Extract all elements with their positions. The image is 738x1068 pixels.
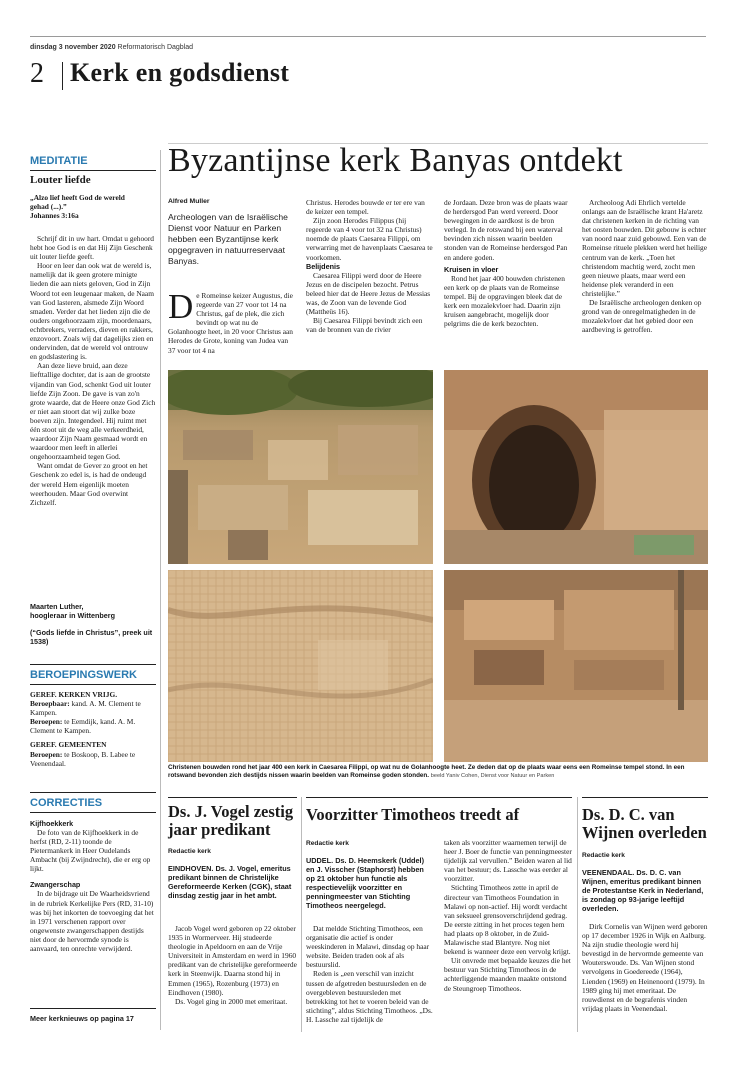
correctie-text: In de bijdrage uit De Waarheidsvriend in de rubriek Kerkelijke Pers (RD, 31-10) was bij het inkorten de toevoeging dat het in 1971 verschenen rapport over ongewenste zwangerschappen destijds niet door de hervormde synode is aanvaard, ten onrechte verwijderd. [30,889,154,954]
photo-rock-niche-image [444,370,708,564]
text: te Boskoop, B. Labee te Veenendaal. [30,749,136,768]
label: Beroepen: [30,717,63,727]
lead-location: VEENENDAAL. [582,868,635,877]
main-col-2 [306,198,433,334]
paper-name: Reformatorisch Dagblad [117,44,194,51]
paragraph: Stichting Timotheos zette in april de directeur van Timotheos Foundation in Malawi op non-actief. Hij wordt verdacht van seksueel grensoverschrijdend gedrag. De eerste zitting in het proces tegen hem had plaats op 8 oktober, in de Zuid-Malawische stad Blantyre. Nog niet bekend is wanneer deze een vervolg krijgt. [444,883,571,957]
lead-location: EINDHOVEN. [168,864,214,873]
article-3-lead [582,868,708,913]
article-2-lead [306,856,434,911]
beroepingswerk-rule [30,684,156,685]
paragraph: Rond het jaar 400 bouwden christenen een kerk op de plaats van de Romeinse tempel. Bij de opgravingen bleek dat de kerk een mozaïekvloer had. Daarin zijn kruisen aangebracht, mogelijk door pelgrims die de kerk bezochten. [444,273,565,329]
correctie-title: Zwangerschap [30,880,81,890]
label: Beroepen: [30,749,63,759]
paragraph: Uit onvrede met bepaalde keuzes die het bestuur van Stichting Timotheos in de achterliggende maanden maakte ontstond de Steungroep Timotheos. [444,956,571,993]
paragraph: Christus. Herodes bouwde er ter ere van de keizer een tempel. [306,198,425,217]
masthead-divider [62,62,63,90]
section-title: Kerk en godsdienst [70,58,290,87]
paragraph: Archeoloog Adi Ehrlich vertelde onlangs aan de Israëlische krant Ha'aretz dat christenen kerken in de richting van het oosten bouwden. Dit gebouw is echter van noord naar zuid gebouwd. Een van de Romeinse rituele plekken werd het heilige centrum van de kerk. „Toen het christendom machtig werd, zocht men geen nieuwe plaats, maar werd een heidense plek veranderd in een christelijke.” [582,198,707,298]
correcties-heading: CORRECTIES [30,797,103,809]
beroepingswerk-heading: BEROEPINGSWERK [30,669,137,681]
author-name: Maarten Luther, [30,602,84,611]
quote-line-1: „Alzo lief heeft God de wereld [30,193,125,202]
correcties-top-rule [30,792,156,793]
article-3-rule [582,797,708,798]
photo-caption [168,764,708,780]
meditatie-author [30,602,156,620]
article-1-lead [168,864,297,900]
meditatie-paragraph: Hoor en leer dan ook wat de wereld is, namelijk dat ik geen grotere minigte lieden die aan niets geloven, God in Zijn Woord tot een leugenaar maken, de Naam van God lasteren, alsmede Zijn Woord smaden. Verder dat het lieden zijn die de ouders ongehoorzaam zijn, moordenaars, echtbrekers, verraders, dieven en rakkers, enzovoort. Zoals wij dat dagelijks zien en ondervinden, dat de wereld vol ontrouw en godslastering is. [30,261,154,362]
group2-title: GEREF. GEMEENTEN [30,740,107,750]
beroepingswerk-top-rule [30,664,156,665]
paragraph: Bij Caesarea Filippi bevindt zich een van de bronnen van de rivier [306,316,423,335]
paragraph: Dirk Cornelis van Wijnen werd geboren op 17 december 1926 in Wijk en Aalburg. Na zijn studie theologie werd hij bevestigd in de hervormde gemeente van Wouterswoude. Ds. Van Wijnen stond vervolgens in Goedereede (1964), Lienden (1969) en Heinenoord (1979). In 1989 ging hij met emeritaat. De rouwdienst en de begrafenis vinden vrijdag plaats in Veenendaal. [582,922,708,1013]
article-3-body [582,922,708,1013]
photo-stone-walls [444,570,708,762]
article-1-headline: Ds. J. Vogel zestig jaar predikant [168,802,294,839]
correcties-body [30,819,156,953]
meditatie-source: (“Gods liefde in Christus”, preek uit 1538) [30,628,153,646]
paragraph: taken als voorzitter waarnemen terwijl de heer J. Boer de functie van penningmeester tijdelijk zal vervullen.” Beiden waren al lid van het bestuur; ds. Lassche was eerder al voorzitter. [444,838,572,884]
text: kand. A. M. Clement te Kampen. [30,699,141,718]
subheading: Belijdenis [306,261,340,271]
correctie-text: De foto van de Kijfhoekkerk in de herfst (RD, 2-11) toonde de Pietermankerk in Heer Oudelands Ambacht (bij Zwijndrecht), die er erg op lijkt. [30,828,151,874]
correcties-rule [30,812,156,813]
caption-text: Christenen bouwden rond het jaar 400 een kerk in Caesarea Filippi, op wat nu de Golanhoogte heet. Ze deden dat op de plaats waar eens een Romeinse tempel stond. In een rotswand bevonden zich destijds nissen waarin beelden van Romeinse goden stonden. [168,764,685,780]
article-1-byline: Redactie kerk [168,848,211,855]
meditatie-quote [30,193,156,220]
meditatie-paragraph: Want omdat de Gever zo groot en het Geschenk zo edel is, is had de ondeugd der wereld Hem eigenlijk moeten weerhouden. Maar God overwint Zichzelf. [30,461,148,507]
photo-stone-walls-image [444,570,708,762]
beroepingswerk-body [30,690,156,768]
main-col-3 [444,198,571,328]
article-2-rule [306,797,572,798]
more-news-rule [30,1008,156,1009]
quote-line-2: gehad (...).” [30,202,67,212]
dateline [30,44,193,51]
group2-line [30,750,156,768]
photo-excavation-ruins-image [168,370,433,564]
more-news-link[interactable]: Meer kerknieuws op pagina 17 [30,1014,134,1023]
lead-location: UDDEL. [306,856,334,865]
caption-credit: beeld Yaniv Cohen, Dienst voor Natuur en Parken [430,773,555,780]
group1-title: GEREF. KERKEN VRIJG. [30,690,118,699]
article-separator [301,797,302,1032]
paragraph: De Israëlische archeologen denken op grond van de onregelmatigheden in de mozaïekvloer dat het gebied door een aardbeving is getroffen. [582,298,702,335]
date: dinsdag 3 november 2020 [30,44,116,51]
meditatie-paragraph: Aan deze lieve bruid, aan deze liefttallige dochter, dat is aan de grootste vijandin van God, schenkt God uit louter liefde Zijn Zoon. De gave is van zo'n grote waarde, dat de Heere onze God Zich er niet aan stoort dat wij zulke boze boeven zijn. Integendeel. Hij ruimt met één stoot uit de weg alle verkeerdheid, waardoor Zijn Naam gesmaad wordt en waardoor men leeft in allerlei ongehoorzaamheid tegen God. [30,361,156,462]
main-intro: Archeologen van de Israëlische Dienst voor Natuur en Parken hebben een Byzantijnse kerk opgegraven in natuurreservaat Banyas. [168,212,288,266]
paragraph: Reden is „een verschil van inzicht tussen de afgetreden bestuursleden en de overgebleven bestuursleden met betrekking tot het te voeren beleid van de stichting”, aldus Stichting Timotheos. „Ds. H. Lassche zal tijdelijk de [306,969,433,1024]
drop-cap: D [168,287,194,326]
group1-line-a [30,699,156,717]
main-col-1 [168,287,295,355]
col1-text: e Romeinse keizer Augustus, die regeerde van 27 voor tot 14 na Christus, gaf de plek, die zich bevindt op wat nu de Golanhoogte heet, in 20 voor Christus aan Herodes de Grote, koning van Judea van 37 voor tot 4 na [168,291,294,355]
article-3-headline: Ds. D. C. van Wijnen overleden [582,805,707,842]
meditatie-body [30,234,156,507]
paragraph: de Jordaan. Deze bron was de plaats waar de herdersgod Pan werd vereerd. Door bewegingen in de aardkost is de bron verlegd. In de rotswand bij een waterval bevinden zich nissen waarin beelden stonden van de Romeinse herdersgod Pan en andere goden. [444,198,568,262]
lead-text: Ds. D. Heemskerk (Uddel) en J. Visscher (Staphorst) hebben op 21 oktober hun functie als respectievelijk voorzitter en penningmeester van Stichting Timotheos neergelegd. [306,856,425,911]
paragraph: Zijn zoon Herodes Filippus (hij regeerde van 4 voor tot 32 na Christus) noemde de plaats Caesarea Filippi, om verwarring met de havenplaats Caesarea te voorkomen. [306,216,433,262]
main-col-4 [582,198,708,334]
article-2-body-col-1 [306,924,434,1024]
main-headline: Byzantijnse kerk Banyas ontdekt [168,142,623,179]
group1-line-b [30,717,156,735]
article-2-body-col-2 [444,838,572,993]
article-2-headline: Voorzitter Timotheos treedt af [306,805,520,824]
meditatie-title: Louter liefde [30,174,91,186]
author-role: hoogleraar in Wittenberg [30,611,115,620]
article-separator [577,797,578,1032]
article-1-rule [168,797,297,798]
sidebar-separator [160,150,161,1030]
lead-text: Ds. D. C. van Wijnen, emeritus predikant binnen de Protestantse Kerk in Nederland, is zondag op 93-jarige leeftijd overleden. [582,868,704,914]
photo-excavation-ruins [168,370,433,564]
article-2-byline: Redactie kerk [306,840,349,847]
meditatie-rule [30,170,156,171]
article-1-body [168,924,297,1006]
meditatie-paragraph: Schrijf dit in uw hart. Omdat u gehoord hebt hoe God is en dat Hij Zijn Geschenk uit louter liefde geeft. [30,234,154,262]
page-number: 2 [30,58,44,89]
lead-text: Ds. J. Vogel, emeritus predikant binnen de Christelijke Gereformeerde Kerken (CGK), staat dinsdag zestig jaar in het ambt. [168,864,292,901]
subheading: Kruisen in vloer [444,264,499,274]
main-byline: Alfred Muller [168,198,210,205]
quote-ref: Johannes 3:16a [30,211,79,221]
paragraph: Jacob Vogel werd geboren op 22 oktober 1935 in Wormerveer. Hij studeerde theologie in Apeldoorn en aan de Vrije Universiteit in Amsterdam en werd in 1960 predikant van de christelijke gereformeerde kerk in Steenwijk. Daarna stond hij in Emmen (1965), Rozenburg (1973) en Eindhoven (1980). [168,924,297,997]
text: te Eemdijk, kand. A. M. Clement te Kampen. [30,717,136,736]
photo-rock-niche [444,370,708,564]
label: Beroepbaar: [30,699,70,709]
paragraph: Ds. Vogel ging in 2000 met emeritaat. [175,996,288,1006]
meditatie-heading: MEDITATIE [30,155,88,167]
photo-mosaic-floor-image [168,570,433,762]
article-3-byline: Redactie kerk [582,852,625,859]
paragraph: Caesarea Filippi werd door de Heere Jezus en de discipelen bezocht. Petrus beleed hier dat de Heere Jezus de Messias was, de Zoon van de levende God (Mattheüs 16). [306,270,431,317]
paragraph: Dat meldde Stichting Timotheos, een organisatie die actief is onder weeskinderen in Malawi, dinsdag op haar website. Beiden traden ook af als bestuurslid. [306,924,430,970]
correctie-title: Kijfhoekkerk [30,819,74,828]
top-rule [30,36,706,37]
photo-mosaic-floor [168,570,433,762]
